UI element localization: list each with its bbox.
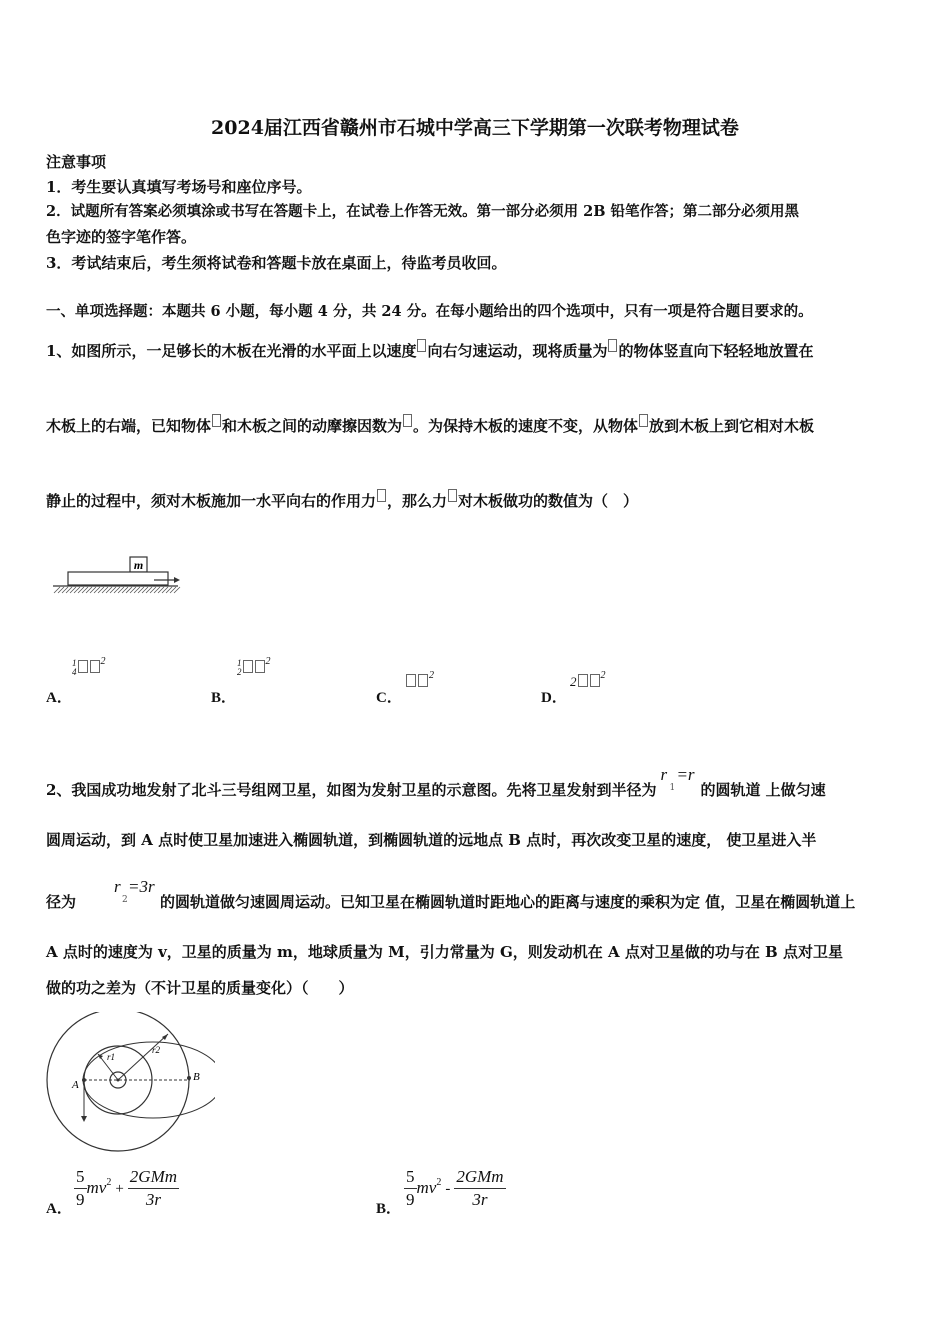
q2-text: 2、我国成功地发射了北斗三号组网卫星，如图为发射卫星的示意图。先将卫星发射到半径为 <box>46 781 657 799</box>
q2-line-1 <box>46 765 826 800</box>
fraction-2gmm-3r <box>454 1166 505 1211</box>
numerator: 2GMm <box>454 1166 505 1189</box>
fraction <box>72 659 77 677</box>
label-r1: r1 <box>107 1052 116 1062</box>
denominator: 9 <box>76 1190 85 1209</box>
exponent: 2 <box>429 670 434 681</box>
point-b <box>187 1076 191 1080</box>
operator: + <box>115 1181 124 1197</box>
r1-equation <box>656 765 700 800</box>
fraction-2gmm-3r <box>128 1166 179 1211</box>
q2-text: 的圆轨道做匀速圆周运动。已知卫星在椭圆轨道时距地心的距离与速度的乘积为定 值，卫星在椭圆轨道上 <box>160 893 856 911</box>
q1-text: 静止的过程中，须对木板施加一水平向右的作用力 <box>46 492 377 510</box>
q2-line-2: 圆周运动，到 A 点时使卫星加速进入椭圆轨道，到椭圆轨道的远地点 B 点时，再次改变卫星的速度， 使卫星进入半 <box>46 831 817 849</box>
numerator: 5 <box>74 1166 87 1189</box>
term-mv: mv <box>86 1178 107 1197</box>
q1-option-b-label: B． <box>211 690 237 706</box>
missing-symbol-v0 <box>417 339 426 352</box>
r2-equation <box>76 877 155 912</box>
q2-figure-orbits <box>40 1012 215 1157</box>
q2-text: 径为 <box>46 893 77 911</box>
exponent: 2 <box>106 1177 112 1188</box>
notice-item-1: 1．考生要认真填写考场号和座位序号。 <box>46 178 312 196</box>
q1-line-2 <box>46 414 814 436</box>
coefficient: 2 <box>570 674 577 689</box>
numerator: 2GMm <box>128 1166 179 1189</box>
board <box>68 572 168 585</box>
notice-item-3: 3．考试结束后，考生须将试卷和答题卡放在桌面上，待监考员收回。 <box>46 254 507 272</box>
q1-option-b-expr <box>237 656 271 677</box>
q1-line-1 <box>46 339 813 361</box>
q1-text: 对木板做功的数值为（ ） <box>458 492 639 510</box>
fraction-5-9 <box>404 1166 417 1211</box>
notice-item-2b: 色字迹的签字笔作答。 <box>46 228 197 246</box>
missing-symbol <box>243 660 253 673</box>
exponent: 2 <box>100 656 106 667</box>
missing-symbol <box>578 674 588 687</box>
missing-symbol-m <box>212 414 221 427</box>
fraction <box>237 659 242 677</box>
q1-option-d-label: D． <box>541 690 567 706</box>
q2-line-3 <box>46 877 856 912</box>
r2-subscript: 2 <box>122 895 128 905</box>
r2-line <box>118 1034 168 1080</box>
r2-symbol: r <box>114 877 121 896</box>
missing-symbol-F <box>377 489 386 502</box>
q1-line-3 <box>46 489 638 511</box>
q1-option-a-expr <box>72 656 106 677</box>
missing-symbol <box>78 660 88 673</box>
section-1-heading: 一、单项选择题：本题共 6 小题，每小题 4 分，共 24 分。在每小题给出的四个选项中，只有一项是符合题目要求的。 <box>46 303 813 320</box>
label-b: B <box>193 1071 200 1083</box>
missing-symbol <box>406 674 416 687</box>
missing-symbol <box>590 674 600 687</box>
q1-figure-board <box>50 553 185 601</box>
q1-text: 1、如图所示，一足够长的木板在光滑的水平面上以速度 <box>46 342 417 360</box>
r1-subscript: 1 <box>669 783 676 793</box>
term-mv: mv <box>416 1178 437 1197</box>
ground-hatch <box>54 587 180 593</box>
notice-item-2a: 2．试题所有答案必须填涂或书写在答题卡上，在试卷上作答无效。第一部分必须用 2B 铅笔作答；第二部分必须用黑 <box>46 203 800 220</box>
q1-text: 向右匀速运动，现将质量为 <box>427 342 608 360</box>
q2-option-a-label: A． <box>46 1201 72 1217</box>
denominator: 3r <box>145 1190 161 1209</box>
r1-symbol: r <box>660 765 668 784</box>
point-a <box>82 1078 86 1082</box>
block-label: m <box>133 558 144 572</box>
q1-option-c-label: C． <box>376 690 402 706</box>
missing-symbol-m <box>639 414 648 427</box>
q1-option-c-expr <box>405 670 434 690</box>
r2-value: =3r <box>128 877 155 896</box>
denominator: 4 <box>72 666 77 677</box>
missing-symbol-F <box>448 489 457 502</box>
q2-line-5: 做的功之差为（不计卫星的质量变化）（ ） <box>46 979 354 997</box>
exponent: 2 <box>600 670 606 681</box>
q1-option-d-expr <box>570 670 606 690</box>
q1-text: 放到木板上到它相对木板 <box>649 417 815 435</box>
numerator: 5 <box>404 1166 417 1189</box>
missing-symbol <box>90 660 100 673</box>
q1-option-a-label: A． <box>46 690 72 706</box>
missing-symbol-m <box>608 339 617 352</box>
q1-text: 。为保持木板的速度不变，从物体 <box>413 417 639 435</box>
numerator: 1 <box>237 657 242 668</box>
label-a: A <box>72 1079 79 1091</box>
q2-line-4: A 点时的速度为 v，卫星的质量为 m，地球质量为 M，引力常量为 G，则发动机在 A 点对卫星做的功与在 B 点对卫星 <box>46 943 843 961</box>
q2-option-a-expr <box>74 1166 179 1211</box>
operator: - <box>445 1181 451 1197</box>
exam-title: 2024届江西省赣州市石城中学高三下学期第一次联考物理试卷 <box>211 117 739 139</box>
denominator: 3r <box>472 1190 488 1209</box>
q2-text: 的圆轨道 上做匀速 <box>700 781 826 799</box>
numerator: 1 <box>72 657 77 668</box>
q2-option-b-label: B． <box>376 1201 402 1217</box>
missing-symbol <box>255 660 265 673</box>
q1-text: 和木板之间的动摩擦因数为 <box>222 417 403 435</box>
fraction-5-9 <box>74 1166 87 1211</box>
r1-value: =r <box>676 765 695 784</box>
velocity-a-arrow <box>81 1116 87 1122</box>
notice-heading: 注意事项 <box>46 153 107 171</box>
velocity-arrow-head <box>174 577 180 583</box>
exponent: 2 <box>265 656 271 667</box>
q2-option-b-expr <box>404 1166 506 1211</box>
denominator: 9 <box>406 1190 415 1209</box>
q1-text: ，那么力 <box>387 492 448 510</box>
label-r2: r2 <box>152 1045 161 1055</box>
exponent: 2 <box>436 1177 442 1188</box>
q1-text: 木板上的右端，已知物体 <box>46 417 212 435</box>
q1-text: 的物体竖直向下轻轻地放置在 <box>618 342 814 360</box>
missing-symbol <box>418 674 428 687</box>
denominator: 2 <box>237 666 242 677</box>
missing-symbol-mu <box>403 414 412 427</box>
